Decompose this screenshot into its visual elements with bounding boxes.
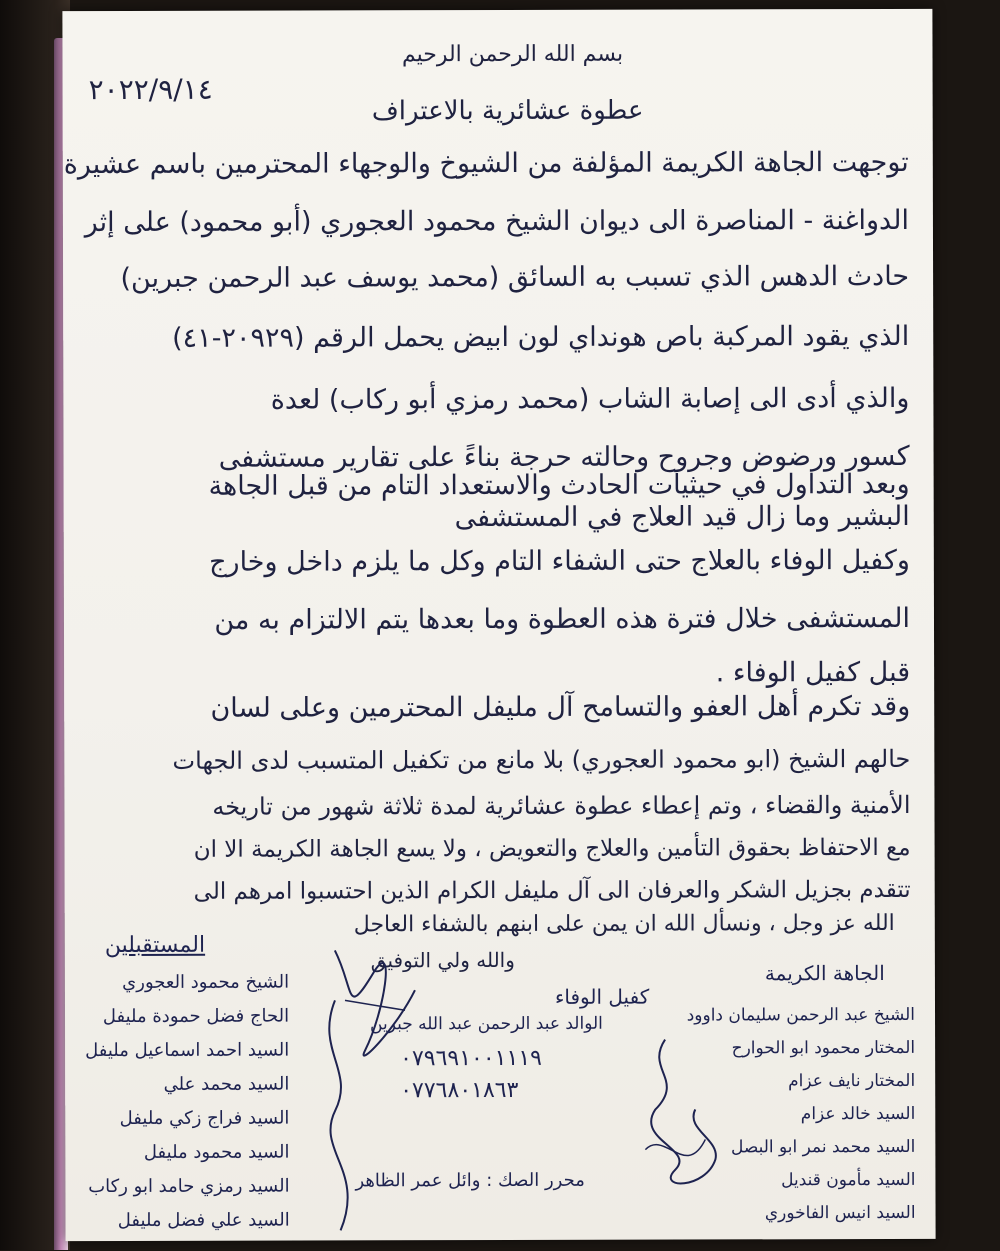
document-title: عطوة عشائرية بالاعتراف — [371, 95, 644, 127]
signatory-name: السيد محمد نمر ابو البصل — [730, 1136, 916, 1158]
body-line: حالهم الشيخ (ابو محمود العجوري) بلا مانع من تكفيل المتسبب لدى الجهات — [172, 744, 911, 775]
body-line: كسور ورضوض وجروح وحالته حرجة بناءً على تقارير مستشفى — [218, 440, 910, 474]
handwritten-document — [62, 9, 935, 1241]
signatory-name: السيد احمد اسماعيل مليفل — [85, 1039, 290, 1062]
signatory-name: الشيخ عبد الرحمن سليمان داوود — [686, 1004, 916, 1026]
signatory-name: الحاج فضل حمودة مليفل — [102, 1005, 290, 1028]
body-line: البشير وما زال قيد العلاج في المستشفى — [454, 500, 910, 534]
signatory-name: السيد مأمون قنديل — [781, 1169, 916, 1191]
signatory-name: الشيخ محمود العجوري — [122, 971, 290, 993]
body-line: المستشفى خلال فترة هذه العطوة وما بعدها يتم الالتزام به من — [214, 602, 911, 636]
document-date: ٢٠٢٢/٩/١٤ — [88, 72, 213, 107]
receivers-heading: المستقبلين — [104, 932, 206, 959]
signatory-name: السيد محمد علي — [163, 1073, 290, 1095]
basmala: بسم الله الرحمن الرحيم — [401, 41, 624, 68]
body-line: الذي يقود المركبة باص هونداي لون ابيض يحمل الرقم (٢٠٩٢٩-٤١) — [172, 320, 910, 354]
phone-number: ٠٧٩٦٩١٠٠١١١٩ — [400, 1045, 542, 1072]
body-line: تتقدم بجزيل الشكر والعرفان الى آل مليفل الكرام الذين احتسبوا امرهم الى — [193, 876, 911, 905]
body-line: وقد تكرم أهل العفو والتسامح آل مليفل المحترمين وعلى لسان — [210, 690, 911, 724]
body-line: الدواغنة - المناصرة الى ديوان الشيخ محمود العجوري (أبو محمود) على إثر — [84, 204, 909, 239]
signatory-name: السيد علي فضل مليفل — [117, 1209, 290, 1231]
body-line: وكفيل الوفاء بالعلاج حتى الشفاء التام وكل ما يلزم داخل وخارج — [209, 544, 910, 578]
signatory-name: السيد خالد عزام — [800, 1103, 916, 1125]
signatory-name: المختار نايف عزام — [788, 1070, 916, 1092]
body-line: وبعد التداول في حيثيات الحادث والاستعداد التام من قبل الجاهة — [208, 468, 910, 502]
drafter-line: محرر الصك : وائل عمر الظاهر — [355, 1169, 585, 1192]
body-line: حادث الدهس الذي تسبب به السائق (محمد يوسف عبد الرحمن جبرين) — [120, 260, 910, 294]
signatory-name: السيد محمود مليفل — [143, 1141, 290, 1163]
body-line: والله ولي التوفيق — [370, 947, 515, 973]
body-line: الله عز وجل ، ونسأل الله ان يمن على ابنهم بالشفاء العاجل — [353, 910, 895, 938]
signatory-name: المختار محمود ابو الحوارح — [731, 1037, 916, 1059]
body-line: قبل كفيل الوفاء . — [715, 656, 911, 689]
signatory-name: السيد رمزي حامد ابو ركاب — [88, 1175, 290, 1198]
delegation-list — [645, 999, 916, 1231]
signatory-name: السيد انيس الفاخوري — [764, 1202, 916, 1224]
body-line: توجهت الجاهة الكريمة المؤلفة من الشيوخ والوجهاء المحترمين باسم عشيرة — [63, 146, 909, 181]
guarantor-name: الوالد عبد الرحمن عبد الله جبرين — [370, 1013, 603, 1035]
body-line: والذي أدى الى إصابة الشاب (محمد رمزي أبو ركاب) لعدة — [270, 382, 910, 416]
phone-number: ٠٧٧٦٨٠١٨٦٣ — [400, 1077, 519, 1104]
body-line: الأمنية والقضاء ، وتم إعطاء عطوة عشائرية لمدة ثلاثة شهور من تاريخه — [212, 790, 911, 821]
delegation-heading: الجاهة الكريمة — [764, 960, 885, 986]
body-line: مع الاحتفاظ بحقوق التأمين والعلاج والتعويض ، ولا يسع الجاهة الكريمة الا ان — [193, 834, 911, 863]
guarantor-heading: كفيل الوفاء — [554, 984, 650, 1009]
signatory-name: السيد فراج زكي مليفل — [119, 1107, 290, 1129]
receivers-list — [85, 966, 290, 1239]
